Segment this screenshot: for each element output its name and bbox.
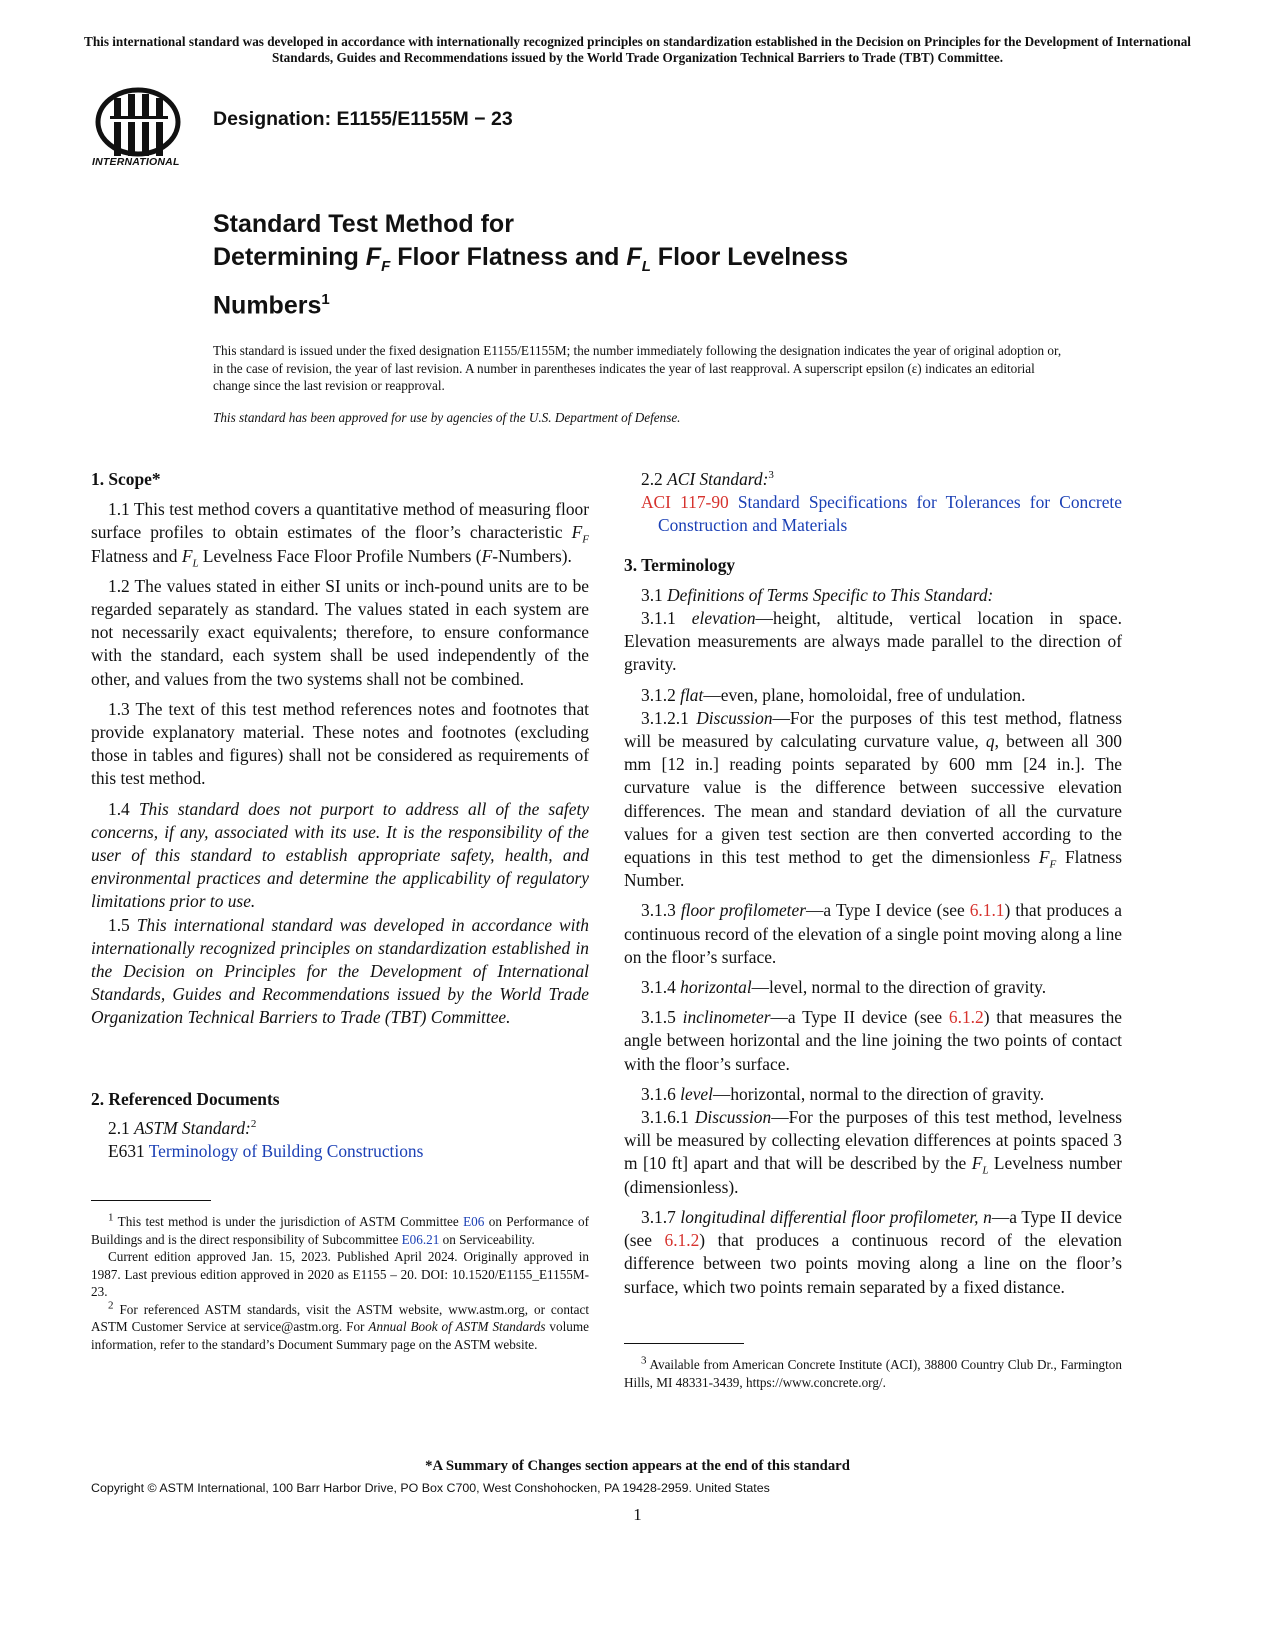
left-column-section-2 (91, 1088, 589, 1164)
summary-of-changes-note: *A Summary of Changes section appears at the end of this standard (425, 1458, 850, 1474)
para-1-1: 1.1 This test method covers a quantitative method of measuring floor surface profiles to obtain estimates of the floor’s characteristic $F_F$ Flatness and $F_L$ Levelness Face Floor Profile Numbers (F-Numbers). (91, 499, 589, 570)
footnote-3: $^3$ Available from American Concrete Institute (ACI), 38800 Country Club Dr., Farmington Hills, MI 48331-3439, https://www.concrete.org/. (624, 1354, 1122, 1390)
para-3-1: 3.1 Definitions of Terms Specific to This Standard: (641, 584, 994, 605)
para-2-2: 2.2 ACI Standard:$^3$ (641, 469, 774, 489)
title-line-3: Numbers$^1$ (213, 291, 330, 320)
reference-aci: ACI 117-90 Standard Specifications for Tolerances for Concrete Construction and Materials (641, 492, 1122, 536)
para-3-1-1: 3.1.1 elevation—height, altitude, vertical location in space. Elevation measurements are always made parallel to the direction of gravity. (624, 608, 1122, 675)
para-3-1-6-1: 3.1.6.1 Discussion—For the purposes of this test method, levelness will be measured by collecting elevation differences at points spaced 3 m [10 ft] apart and that will be described by the $F_L$ Levelness number (dimensionless). (624, 1107, 1123, 1197)
right-footnotes (624, 1356, 1122, 1391)
para-2-1: 2.1 ASTM Standard:$^2$ (108, 1118, 257, 1139)
para-1-4: 1.4 This standard does not purport to address all of the safety concerns, if any, associated with its use. It is the responsibility of the user of this standard to establish appropriate safety, health, and environmental practices and determine the applicability of regulatory limitations prior to use. (91, 798, 589, 912)
designation: Designation: E1155/E1155M − 23 (213, 108, 513, 130)
title-line-2: Determining $F_F$ Floor Flatness and $F_L$ Floor Levelness (213, 243, 849, 275)
para-1-2: 1.2 The values stated in either SI units or inch-pound units are to be regarded separately as standard. The values stated in each system are not necessarily exact equivalents; therefore, to ensure conformance with the standard, each system shall be used independently of the other, and values from the two systems shall not be combined. (91, 575, 589, 689)
para-3-1-2: 3.1.2 flat—even, plane, homoloidal, free of undulation. (641, 684, 1026, 705)
dod-approval-note: This standard has been approved for use by agencies of the U.S. Department of Defense. (213, 410, 681, 425)
para-3-1-4: 3.1.4 horizontal—level, normal to the direction of gravity. (641, 977, 1047, 998)
logo-subtext: INTERNATIONAL (92, 156, 180, 168)
e06-21-link[interactable]: E06.21 (401, 1231, 440, 1247)
right-column (624, 468, 1122, 1299)
title-line-1: Standard Test Method for (213, 210, 514, 238)
para-3-1-6: 3.1.6 level—horizontal, normal to the direction of gravity. (641, 1083, 1045, 1104)
para-1-5: 1.5 This international standard was developed in accordance with internationally recognized principles on standardization established in the Decision on Principles for the Development of International Standards, Guides and Recommendations issued by the World Trade Organization Technical Barriers to Trade (TBT) Committee. (91, 914, 589, 1028)
section-1-heading: 1. Scope* (91, 469, 161, 489)
document-title (213, 208, 1013, 322)
ref-6-1-1-link[interactable]: 6.1.1 (969, 900, 1005, 921)
e631-link[interactable]: Terminology of Building Constructions (148, 1141, 424, 1162)
reference-e631: E631 Terminology of Building Constructions (108, 1141, 424, 1162)
ref-6-1-2-link[interactable]: 6.1.2 (948, 1007, 984, 1028)
footnote-2: $^2$ For referenced ASTM standards, visit the ASTM website, www.astm.org, or contact ASTM Customer Service at service@astm.org. For Annual Book of ASTM Standards volume information, refer to the standard’s Document Summary page on the ASTM website. (91, 1299, 589, 1352)
section-2-heading: 2. Referenced Documents (91, 1089, 280, 1109)
left-footnotes (91, 1213, 589, 1353)
issuance-note: This standard is issued under the fixed designation E1155/E1155M; the number immediately following the designation indicates the year of original adoption or, in the case of revision, the year of last revision. A number in parentheses indicates the year of last reapproval. A superscript epsilon (ε) indicates an editorial change since the last revision or reapproval. (213, 343, 1062, 393)
page-number: 1 (633, 1505, 642, 1524)
copyright: Copyright © ASTM International, 100 Barr Harbor Drive, PO Box C700, West Conshohocken, PA 19428-2959. United States (91, 1481, 770, 1495)
footnote-rule-left (91, 1200, 211, 1201)
section-3-heading: 3. Terminology (624, 554, 736, 575)
footnote-rule-right (624, 1343, 744, 1344)
ref-6-1-2-link-b[interactable]: 6.1.2 (664, 1230, 700, 1251)
footnote-1: $^1$ This test method is under the jurisdiction of ASTM Committee E06 on Performance of Buildings and is the direct responsibility of Subcommittee E06.21 on Serviceability. (91, 1211, 589, 1247)
aci-link[interactable]: Standard Specifications for Tolerances for Concrete Construction and Materials (658, 492, 1122, 536)
astm-logo (92, 86, 192, 176)
left-column (91, 468, 589, 1030)
para-3-1-5: 3.1.5 inclinometer—a Type II device (see 6.1.2) that measures the angle between horizontal and the line joining the two points of contact with the floor’s surface. (624, 1007, 1122, 1074)
para-3-1-3: 3.1.3 floor profilometer—a Type I device (see 6.1.1) that produces a continuous record of the elevation of a single point moving along a line on the floor’s surface. (624, 900, 1122, 967)
para-3-1-7: 3.1.7 longitudinal differential floor profilometer, n—a Type II device (see 6.1.2) that produces a continuous record of the elevation difference between two points moving along a line on the floor’s surface, which two points remain separated by a fixed distance. (624, 1206, 1122, 1297)
e06-link[interactable]: E06 (463, 1214, 485, 1229)
para-3-1-2-1: 3.1.2.1 Discussion—For the purposes of this test method, flatness will be measured by calculating curvature value, q, between all 300 mm [12 in.] reading points separated by 600 mm [24 in.]. The curvature value is the difference between successive elevation differences. The mean and standard deviation of all the curvature values for a given test section are then converted according to the equations in this test method to get the dimensionless $F_F$ Flatness Number. (624, 707, 1123, 891)
para-1-3: 1.3 The text of this test method references notes and footnotes that provide explanatory material. These notes and footnotes (excluding those in tables and figures) shall not be considered as requirements of this test method. (91, 698, 589, 789)
wto-notice: This international standard was developed in accordance with internationally recognized principles on standardization established in the Decision on Principles for the Development of International Standards, Guides and Recommendations issued by the World Trade Organization Technical Barriers to Trade (TBT) Committee. (84, 34, 1191, 65)
footnote-1-edition: Current edition approved Jan. 15, 2023. Published April 2024. Originally approved in 1987. Last previous edition approved in 2020 as E1155 – 20. DOI: 10.1520/E1155_E1155M-23. (91, 1249, 589, 1299)
